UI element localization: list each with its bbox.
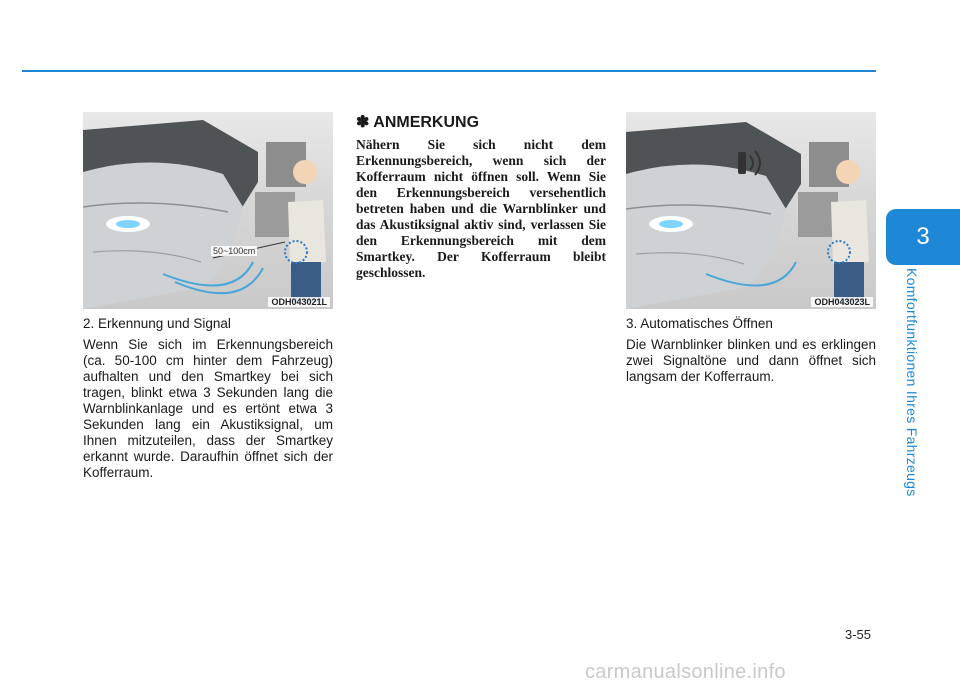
car-trunk-opening-illustration (626, 112, 876, 309)
header-rule (22, 70, 876, 72)
section-text: Die Warnblinker blinken und es erklingen zwei Signaltöne und dann öffnet sich langsam der Kofferraum. (626, 337, 876, 384)
section-text: Wenn Sie sich im Erkennungsbereich (ca. 50-100 cm hinter dem Fahrzeug) aufhalten und den Smartkey bei sich tragen, blinkt etwa 3 Sekunden lang die Warnblinkanlage und es ertönt etwa 3 Sekunden lang ein Akustiksignal, um Ihnen mitzuteilen, dass der Smartkey erkannt wurde. Daraufhin öffnet sich der Kofferraum. (83, 337, 333, 480)
note-title: ✽ ANMERKUNG (356, 114, 480, 131)
column-right (626, 112, 876, 385)
note-text: Nähern Sie sich nicht dem Erkennungsbereich, wenn sich der Kofferraum nicht öffnen soll. Wenn Sie den Erkennungsbereich versehentlich betreten haben und die Warnblinker und das Akustiksignal aktiv sind, verlassen Sie den Erkennungsbereich mit dem Smartkey. Der Kofferraum bleibt geschlossen. (356, 137, 606, 280)
chapter-title: Komfortfunktionen Ihres Fahrzeugs (904, 268, 920, 497)
figure-opening (626, 112, 876, 309)
section-caption: 3. Automatisches Öffnen (626, 316, 773, 331)
chapter-tab: 3 (886, 209, 960, 265)
column-left (83, 112, 333, 481)
figure-detection (83, 112, 333, 309)
column-middle (356, 112, 606, 281)
car-trunk-illustration (83, 112, 333, 309)
figure-code: ODH043021L (268, 297, 330, 307)
figure-code: ODH043023L (811, 297, 873, 307)
distance-label: 50~100cm (213, 246, 256, 256)
page-number: 3-55 (845, 627, 872, 642)
section-caption: 2. Erkennung und Signal (83, 316, 231, 331)
watermark: carmanualsonline.info (585, 661, 786, 683)
